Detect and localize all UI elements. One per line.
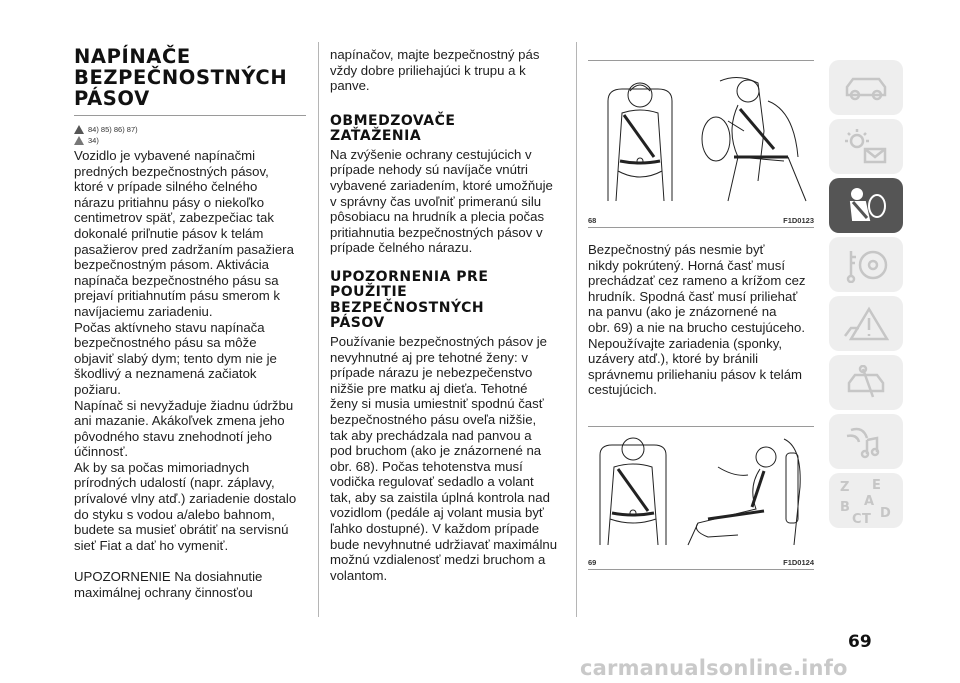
page-number: 69 bbox=[848, 632, 872, 652]
figure-caption bbox=[588, 558, 814, 567]
figure-number: 68 bbox=[588, 216, 597, 225]
chapter-tab-sidebar bbox=[829, 60, 905, 532]
column-1 bbox=[74, 46, 306, 601]
body-text: Na zvýšenie ochrany cestujúcich v prípade nehody sú navíjače vnútri vybavené zariadením, ktoré umožňuje v správny čas uvoľniť primeranú silu pôsobiacu na hrudník a plecia počas pritiahnutia bezpečnostných pásov v prípade čelného nárazu. bbox=[330, 146, 553, 256]
column-2 bbox=[330, 47, 560, 583]
warning-refs bbox=[74, 135, 306, 146]
pregnant-woman-seatbelt-illustration bbox=[588, 61, 814, 207]
section-heading: NAPÍNAČE BEZPEČNOSTNÝCH PÁSOV bbox=[74, 45, 288, 110]
warning-refs-text: 84) 85) 86) 87) bbox=[88, 125, 138, 134]
index-letter: Z bbox=[840, 479, 850, 495]
tab-key-steering-icon[interactable] bbox=[829, 237, 903, 292]
tab-warning-triangle-car-icon[interactable] bbox=[829, 296, 903, 351]
body-text: Bezpečnostný pás nesmie byť nikdy pokrútený. Horná časť musí prechádzať cez rameno a krížom cez hrudník. Spodná časť musí priliehať na panvu (ako je znázornené na obr. 69) a nie na brucho cestujúceho. Nepoužívajte zariadenia (sponky, uzávery atď.), ktoré by bránili správnemu priliehaniu pásov k telám cestujúcich. bbox=[588, 242, 806, 398]
index-letter: C bbox=[852, 511, 862, 525]
figure-69 bbox=[588, 426, 814, 570]
index-letter: B bbox=[840, 499, 850, 515]
body-text: napínačov, majte bezpečnostný pás vždy dobre priliehajúci k trupu a k panve. bbox=[330, 47, 540, 94]
tab-media-nav-icon[interactable] bbox=[829, 414, 903, 469]
seatbelt-position-illustration bbox=[588, 427, 814, 549]
tab-index-letters-icon[interactable] bbox=[829, 473, 903, 528]
index-letter: E bbox=[872, 477, 881, 493]
watermark: carmanualsonline.info bbox=[580, 656, 848, 680]
tab-lights-message-icon[interactable] bbox=[829, 119, 903, 174]
figure-rule bbox=[588, 227, 814, 228]
body-text: Vozidlo je vybavené napínačmi predných bezpečnostných pásov, ktoré v prípade silného čelného nárazu pritiahnu pásy o niekoľko centimetrov späť, zabezpečiac tak dokonalé priľnutie pásov k telám pasažierov pred zadržaním pasažiera bezpečnostným pásom. Aktivácia napínača bezpečnostného pásu sa prejaví pritiahnutím pásu smerom k navíjaciemu zariadeniu. Počas aktívneho stavu napínača bezpečnostného pásu sa môže objaviť slabý dym; tento dym nie je škodlivý a neznamená začiatok požiaru. Napínač si nevyžaduje žiadnu údržbu ani mazanie. Akákoľvek zmena jeho pôvodného stavu znehodnotí jeho účinnosť. Ak by sa počas mimoriadnych prírodných udalostí (napr. záplavy, prívalové vlny atď.) zariadenie dostalo do styku s vodou a/alebo bahnom, budete sa musieť obrátiť na servisnú sieť Fiat a dať ho vymeniť. bbox=[74, 148, 297, 553]
tab-wrench-car-icon[interactable] bbox=[829, 355, 903, 410]
figure-number: 69 bbox=[588, 557, 597, 567]
heading-rule bbox=[74, 115, 306, 116]
index-letter: D bbox=[880, 505, 891, 521]
warning-refs-text: 34) bbox=[88, 136, 99, 145]
column-divider bbox=[318, 42, 319, 617]
figure-code: F1D0123 bbox=[783, 216, 814, 225]
column-3 bbox=[588, 60, 814, 570]
subsection-heading: UPOZORNENIA PRE POUŽITIE BEZPEČNOSTNÝCH PÁSOV bbox=[330, 268, 489, 332]
tab-seatbelt-airbag-icon[interactable] bbox=[829, 178, 903, 233]
column-divider bbox=[576, 42, 577, 617]
index-letter: A bbox=[864, 493, 875, 509]
tab-car-info-icon[interactable] bbox=[829, 60, 903, 115]
caution-triangle-icon bbox=[74, 136, 84, 145]
figure-caption bbox=[588, 216, 814, 225]
index-letter: T bbox=[862, 511, 871, 525]
body-text: Používanie bezpečnostných pásov je nevyhnutné aj pre tehotné ženy: v prípade nárazu je nebezpečenstvo nižšie pre matku aj dieťa. Tehotné ženy si musia umiestniť spodnú časť bezpečnostného pásu oveľa nižšie, tak aby prechádzala nad panvou a pod bruchom (ako je znázornené na obr. 68). Počas tehotenstva musí vodička regulovať sedadlo a volant tak, aby sa zaistila úplná kontrola nad vozidlom (pedále aj volant musia byť ľahko dostupné). V každom prípade bude nevyhnutné udržiavať maximálnu možnú vzdialenosť medzi bruchom a volantom. bbox=[330, 333, 558, 583]
subsection-heading: OBMEDZOVAČE ZAŤAŽENIA bbox=[330, 112, 456, 145]
warning-refs bbox=[74, 124, 306, 135]
figure-rule bbox=[588, 569, 814, 570]
body-text: UPOZORNENIE Na dosiahnutie maximálnej ochrany činnosťou bbox=[74, 569, 263, 601]
figure-code: F1D0124 bbox=[783, 557, 814, 567]
figure-68 bbox=[588, 60, 814, 228]
warning-triangle-icon bbox=[74, 125, 84, 134]
